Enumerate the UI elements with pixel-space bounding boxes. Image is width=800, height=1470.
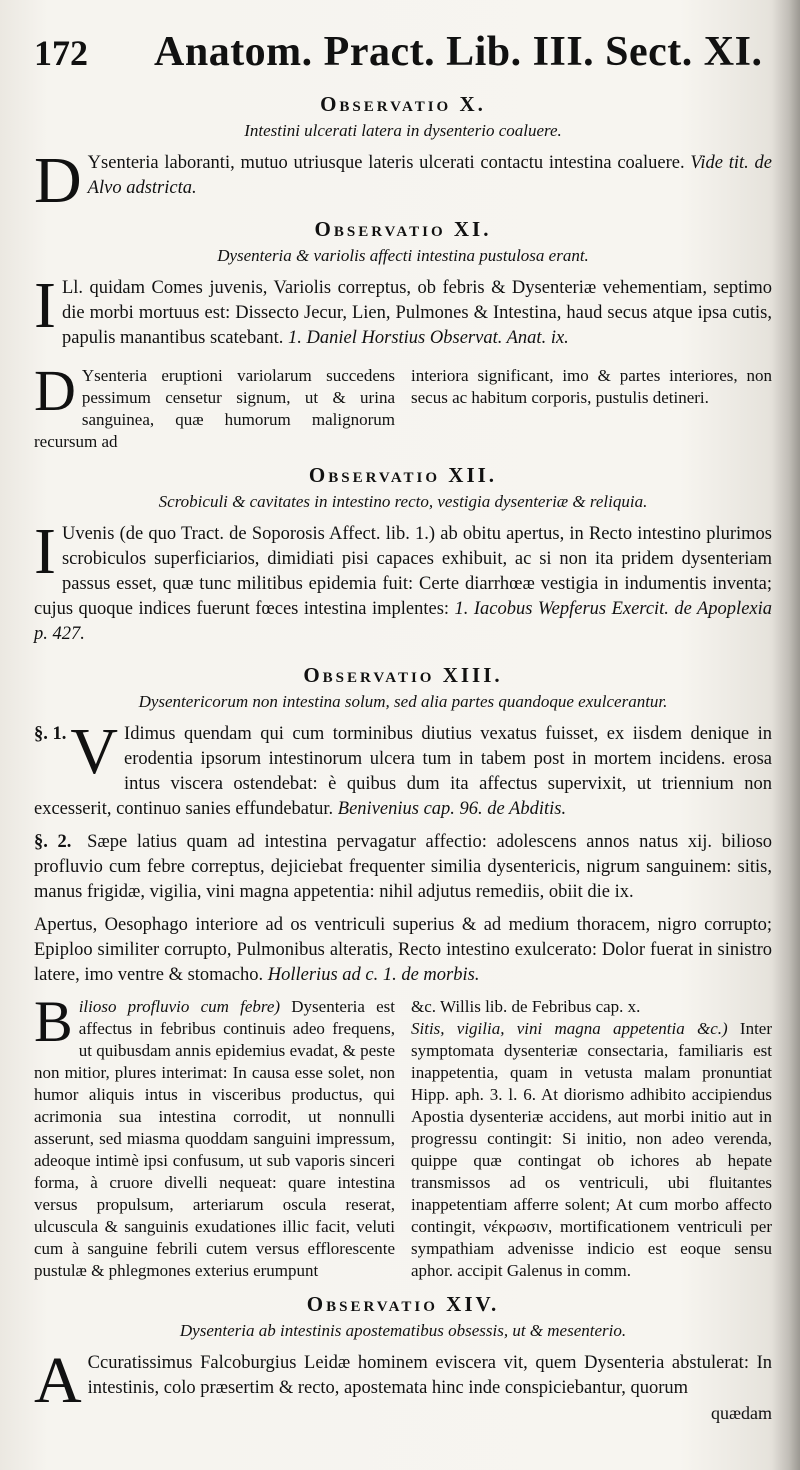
observatio-13-commentary: [34, 989, 772, 1282]
observatio-10-subtitle: Intestini ulcerati latera in dysenterio coaluere.: [244, 121, 562, 140]
citation: Benivenius cap. 96. de Abditis.: [337, 799, 567, 819]
commentary-right-column: [411, 365, 772, 453]
citation: Hollerius ad c. 1. de morbis.: [267, 965, 480, 985]
drop-cap: D: [34, 358, 76, 423]
observatio-13-title: Observatio XIII.: [303, 663, 503, 687]
observatio-14-subtitle: Dysenteria ab intestinis apostematibus obsessis, ut & mesenterio.: [179, 1321, 627, 1340]
drop-cap: I: [34, 515, 56, 588]
commentary-text: Ysenteria eruptioni variolarum succedens pessimum censetur signum, ut & urina sanguinea, quæ humorum malignorum recursum ad: [34, 366, 395, 451]
paragraph-text: Idimus quendam qui cum torminibus diutius vexatus fuisset, ex iisdem denique in erodentia ipsorum intestinorum ulcera tum in tabem post in mortem incidens. erosa intus viscera ostendebat: è quibus dum ita affectus supervixit, ut triennium non excesserit, continuo sanies effundebatur.: [34, 724, 772, 819]
observatio-10-paragraph: [34, 144, 772, 217]
paragraph-text: Ccuratissimus Falcoburgius Leidæ hominem eviscera vit, quem Dysenteria abstulerat: In intestinis, colo præsertim & recto, apostemata hinc inde conspiciebantur, quorum: [87, 1353, 772, 1398]
paragraph-text: Uvenis (de quo Tract. de Soporosis Affect. lib. 1.) ab obitu apertus, in Recto intestino plurimos scrobiculos superficiarios, dimidiati pisi capaces exhibuit, ac si non ita pridem dysenteriam passus esset, quæ tunc militibus epidemia fuit: Certe diarrhœæ vestigia in indumentis inventa; cujus quoque indices fuerunt fœces intestina implentes:: [34, 524, 772, 619]
observatio-11-title: Observatio XI.: [314, 217, 492, 241]
observatio-12-paragraph: [34, 515, 773, 647]
paragraph-text: Apertus, Oesophago interiore ad os ventriculi superius & ad medium thoracem, nigro corrupto; Epiploo similiter corrupto, Pulmonibus alteratis, Recto intestino exulcerato: Dolor fuerat in sinistro latere, imo ventre & stomacho.: [34, 915, 772, 985]
citation: Vide tit. de Alvo adstricta.: [87, 153, 772, 198]
commentary-reference: &c. Willis lib. de Febribus cap. x.: [411, 997, 641, 1016]
page-edge-shadow: [772, 0, 800, 1470]
commentary-left-column: [34, 358, 395, 453]
observatio-13-section-2: [34, 830, 772, 905]
paragraph-text: Sæpe latius quam ad intestina pervagatur affectio: adolescens annos natus xij. bilioso profluvio cum febre correptus, dejiciebat frequenter similia dysentericis, nigrum sanguinem: sitis, manus frigidæ, vigilia, vini magna appetentia: nihil adjutus remediis, obiit die ix.: [34, 832, 773, 902]
citation: 1. Iacobus Wepferus Exercit. de Apoplexia p. 427.: [34, 599, 773, 644]
observatio-11-paragraph: [34, 269, 772, 351]
paragraph-text: Ll. quidam Comes juvenis, Variolis correptus, ob febris & Dysenteriæ vehementiam, septimo die morbi mortuus est: Dissecto Jecur, Lien, Pulmones & Intestina, haud secus atque ipsa cutis, papulis manantibus scatebant.: [61, 278, 772, 348]
page-number: 172: [34, 33, 88, 73]
observatio-13-subtitle: Dysentericorum non intestina solum, sed alia partes quandoque exulcerantur.: [138, 692, 668, 711]
observatio-12-subtitle: Scrobiculi & cavitates in intestino recto, vestigia dysenteriæ & reliquia.: [158, 492, 648, 511]
page-content: [34, 28, 772, 1424]
section-mark: §. 2.: [34, 832, 72, 852]
drop-cap: V: [70, 715, 119, 788]
catchword: quædam: [711, 1403, 772, 1423]
commentary-text: Dysenteria est affectus in febribus continuis adeo frequens, ut quibusdam annis epidemius evadat, & peste non mitior, plures interimat: In causa esse solet, non humor aliquis intus in visceribus productus, qui acrimonia sua intestina corrodit, ut nonnulli asserunt, sed miasma quoddam sanguini impressum, adeoque intimè ipsi confusum, ut sub vaporis sinceri forma, à cruore divelli nequeat: quare intestina versus propulsum, arteriarum oscula reserat, ulcuscula & sanguinis exudationes illic facit, veluti cum à sanguine febrili cutem versus efflorescente pustulæ & phlegmones exterius erumpunt: [34, 997, 395, 1280]
commentary-right-column: [411, 996, 772, 1282]
observatio-14-title: Observatio XIV.: [306, 1292, 500, 1316]
observatio-13-section-1: [34, 715, 772, 822]
observatio-11-subtitle: Dysenteria & variolis affecti intestina pustulosa erant.: [217, 246, 589, 265]
commentary-lemma: Sitis, vigilia, vini magna appetentia &c.): [411, 1019, 728, 1038]
running-head: Anatom. Pract. Lib. III. Sect. XI.: [154, 29, 763, 75]
section-mark: §. 1.: [34, 724, 67, 744]
commentary-text: Inter symptomata dysenteriæ consectaria, familiaris est inappetentia, quam in vetusta malam pronuntiat Hipp. aph. 3. l. 6. At diorismo adhibito accipiendus Apostia dysenteriæ accidens, aut morbi initio aut in progressu contingit: Si initio, non adeo verenda, quippe quæ contingat ob ichores ab hepate transmissos ad os ventriculi, ubi fluitantes inappetentiam afferre solent; At cum morbo affecto contingit, νέκρωσιν, mortificationem ventriculi per sympathiam advenisse indicio est eoque sensu aphor. accipit Galenus in comm.: [411, 1019, 772, 1280]
observatio-13-section-3: [34, 913, 772, 988]
observatio-11-commentary: [34, 358, 772, 453]
drop-cap: D: [34, 144, 82, 217]
drop-cap: B: [34, 989, 73, 1054]
page-header: [34, 28, 772, 84]
paragraph-text: Ysenteria laboranti, mutuo utriusque lateris ulcerati contactu intestina coaluere.: [87, 153, 685, 173]
commentary-text: interiora significant, imo & partes interiores, non secus ac habitum corporis, pustulis detineri.: [411, 366, 772, 407]
commentary-left-column: [34, 989, 395, 1282]
observatio-12-title: Observatio XII.: [308, 463, 498, 487]
drop-cap: I: [34, 269, 56, 342]
observatio-10-title: Observatio X.: [320, 92, 486, 116]
citation: 1. Daniel Horstius Observat. Anat. ix.: [288, 328, 569, 348]
drop-cap: A: [34, 1344, 82, 1417]
commentary-lemma: ilioso profluvio cum febre): [78, 997, 281, 1016]
